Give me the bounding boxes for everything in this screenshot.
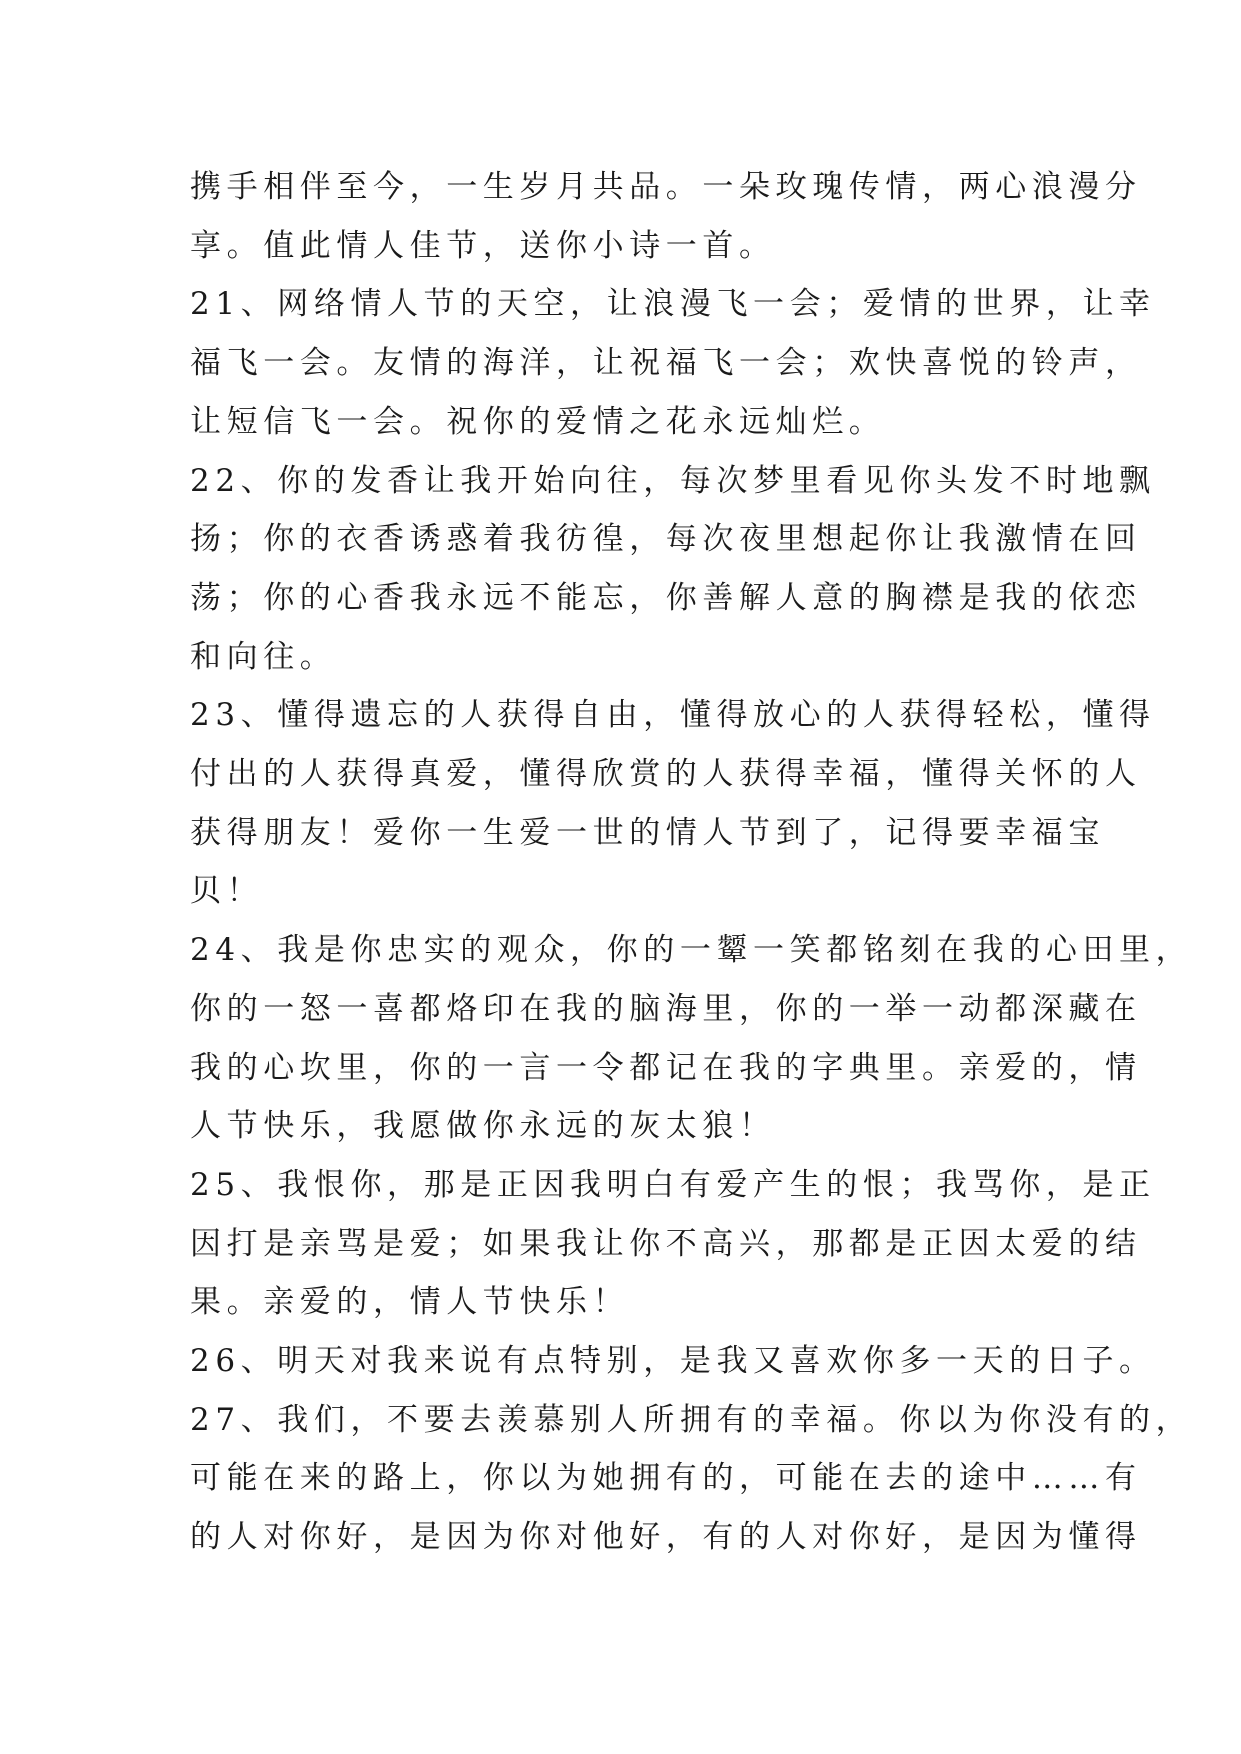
text-line: 付出的人获得真爱，懂得欣赏的人获得幸福，懂得关怀的人 — [190, 756, 1142, 793]
text-line: 贝！ — [190, 873, 264, 910]
text-line: 扬；你的衣香诱惑着我彷徨，每次夜里想起你让我激情在回 — [190, 521, 1142, 558]
text-line: 因打是亲骂是爱；如果我让你不高兴，那都是正因太爱的结 — [190, 1225, 1142, 1262]
text-line: 27、我们，不要去羡慕别人所拥有的幸福。你以为你没有的， — [190, 1401, 1193, 1438]
text-line: 携手相伴至今，一生岁月共品。一朵玫瑰传情，两心浪漫分 — [190, 169, 1142, 205]
text-line: 果。亲爱的，情人节快乐！ — [190, 1284, 630, 1321]
text-line: 26、明天对我来说有点特别，是我又喜欢你多一天的日子。 — [190, 1343, 1156, 1380]
text-line: 我的心坎里，你的一言一令都记在我的字典里。亲爱的，情 — [190, 1049, 1142, 1086]
text-line: 享。值此情人佳节，送你小诗一首。 — [190, 227, 776, 264]
text-line: 让短信飞一会。祝你的爱情之花永远灿烂。 — [190, 403, 886, 440]
text-line: 荡；你的心香我永远不能忘，你善解人意的胸襟是我的依恋 — [190, 579, 1142, 616]
body-text — [190, 158, 1193, 1567]
text-line: 22、你的发香让我开始向往，每次梦里看见你头发不时地飘 — [190, 462, 1156, 499]
text-line: 福飞一会。友情的海洋，让祝福飞一会；欢快喜悦的铃声， — [190, 345, 1142, 382]
text-line: 和向往。 — [190, 638, 337, 675]
text-line: 获得朋友！爱你一生爱一世的情人节到了，记得要幸福宝 — [190, 814, 1105, 851]
text-line: 23、懂得遗忘的人获得自由，懂得放心的人获得轻松，懂得 — [190, 697, 1156, 734]
text-line: 24、我是你忠实的观众，你的一颦一笑都铭刻在我的心田里， — [190, 932, 1193, 969]
text-line: 25、我恨你，那是正因我明白有爱产生的恨；我骂你，是正 — [190, 1166, 1156, 1203]
text-line: 可能在来的路上，你以为她拥有的，可能在去的途中……有 — [190, 1460, 1142, 1497]
text-line: 你的一怒一喜都烙印在我的脑海里，你的一举一动都深藏在 — [190, 990, 1142, 1027]
text-line: 21、网络情人节的天空，让浪漫飞一会；爱情的世界，让幸 — [190, 286, 1156, 323]
text-line: 的人对你好，是因为你对他好，有的人对你好，是因为懂得 — [190, 1519, 1142, 1556]
text-line: 人节快乐，我愿做你永远的灰太狼！ — [190, 1108, 776, 1145]
